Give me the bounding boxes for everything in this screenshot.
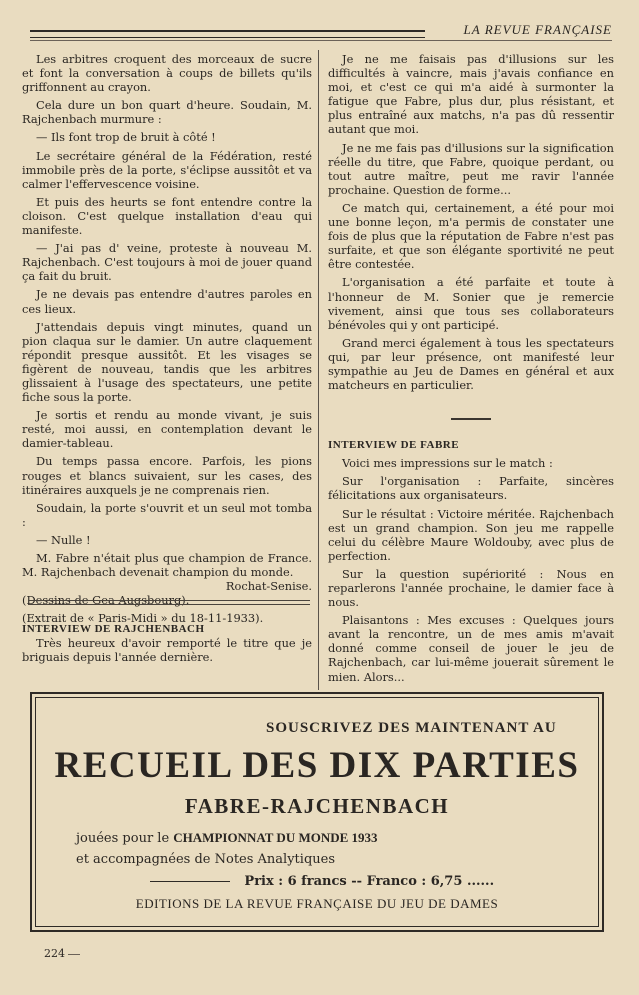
header-rule bbox=[30, 30, 425, 38]
ad-championship: CHAMPIONNAT DU MONDE 1933 bbox=[173, 830, 378, 845]
section-rule bbox=[28, 600, 310, 605]
section-heading: INTERVIEW DE FABRE bbox=[328, 439, 460, 452]
paragraph: Soudain, la porte s'ouvrit et un seul mot tomba : bbox=[22, 500, 312, 529]
ad-description bbox=[76, 830, 378, 846]
paragraph: Grand merci également à tous les spectateurs qui, par leur présence, ont manifesté leur sympathie au Jeu de Dames en général et aux matcheurs en particulier. bbox=[328, 335, 614, 393]
ad-notes-line: et accompagnées de Notes Analytiques bbox=[76, 852, 335, 867]
paragraph: Je ne me faisais pas d'illusions sur les difficultés à vaincre, mais j'avais confiance en moi, et c'est ce qui m'a aidé à surmonter la fatigue que Fabre, plus dur, plus résistant, et plus entraîné aux matchs, n'a pas dû ressentir autant que moi. bbox=[328, 52, 614, 137]
paragraph: Du temps passa encore. Parfois, les pions rouges et blancs suivaient, sur les cases, des itinéraires auxquels je ne comprenais rien. bbox=[22, 454, 312, 497]
paragraph: — Ils font trop de bruit à côté ! bbox=[36, 130, 216, 145]
section-heading: INTERVIEW DE RAJCHENBACH bbox=[22, 623, 205, 635]
paragraph: Le secrétaire général de la Fédération, resté immobile près de la porte, s'éclipse aussitôt et va calmer l'effervescence voisine. bbox=[22, 148, 312, 191]
left-column bbox=[22, 52, 312, 629]
paragraph: J'attendais depuis vingt minutes, quand un pion claqua sur le damier. Un autre claquement répondit presque aussitôt. Et les visages se figèrent de nouveau, tandis que les arbitres glissaient à l'usage des spectateurs, une petite fiche sous la porte. bbox=[22, 319, 312, 405]
ad-price: Prix : 6 francs bbox=[244, 874, 347, 889]
ad-publisher: EDITIONS DE LA REVUE FRANÇAISE DU JEU DE DAMES bbox=[135, 896, 499, 911]
extract-credit: (Extrait de « Paris-Midi » du 18-11-1933). bbox=[22, 611, 264, 626]
paragraph: Je ne me fais pas d'illusions sur la signification réelle du titre, que Fabre, quoique perdant, ou tout autre maître, peut me ravir l'année prochaine. Question de forme... bbox=[328, 140, 614, 197]
ad-subscribe-line: SOUSCRIVEZ DES MAINTENANT AU bbox=[266, 720, 557, 736]
paragraph: Sur le résultat : Victoire méritée. Rajchenbach est un grand champion. Son jeu me rappelle celui du célèbre Maure Woldouby, avec plus de perfection. bbox=[328, 506, 614, 563]
paragraph: Voici mes impressions sur le match : bbox=[342, 456, 553, 471]
right-column bbox=[328, 52, 614, 688]
paragraph: Cela dure un bon quart d'heure. Soudain, M. Rajchenbach murmure : bbox=[22, 98, 312, 127]
paragraph: M. Fabre n'était plus que champion de France. M. Rajchenbach devenait champion du monde. bbox=[22, 551, 312, 580]
ad-price-line bbox=[36, 874, 598, 889]
interview-rajchenbach bbox=[22, 622, 312, 664]
paragraph: L'organisation a été parfaite et toute à l'honneur de M. Sonier que je remercie vivement, ainsi que tous ses collaborateurs bénévoles qui y ont participé. bbox=[328, 275, 614, 332]
paragraph: Sur la question supériorité : Nous en reparlerons l'année prochaine, le damier face à nous. bbox=[328, 566, 614, 610]
ad-franco: Franco : 6,75 bbox=[366, 874, 463, 889]
paragraph: Très heureux d'avoir remporté le titre que je briguais depuis l'année dernière. bbox=[22, 636, 312, 665]
ad-dash-rule bbox=[150, 881, 230, 882]
column-divider bbox=[318, 50, 319, 690]
advertisement-box bbox=[30, 692, 604, 932]
paragraph: Et puis des heurts se font entendre contre la cloison. C'est quelque installation d'eau qui manifeste. bbox=[22, 194, 312, 238]
journal-title: LA REVUE FRANÇAISE bbox=[463, 22, 612, 37]
header-underline bbox=[30, 40, 612, 41]
paragraph: Sur l'organisation : Parfaite, sincères félicitations aux organisateurs. bbox=[328, 474, 614, 503]
paragraph: — J'ai pas d' veine, proteste à nouveau M. Rajchenbach. C'est toujours à moi de jouer quand ça fait du bruit. bbox=[22, 241, 312, 284]
paragraph: Je sortis et rendu au monde vivant, je suis resté, moi aussi, en contemplation devant le damier-tableau. bbox=[22, 408, 312, 451]
ad-description-prefix: jouées pour le bbox=[76, 831, 170, 846]
ad-separator: -- bbox=[351, 874, 363, 889]
section-rule bbox=[451, 418, 491, 420]
author-signature: Rochat-Senise. bbox=[225, 579, 312, 594]
paragraph: Plaisantons : Mes excuses : Quelques jours avant la rencontre, un de mes amis m'avait donné comme conseil de jouer le jeu de Rajchenbach, car lui-même jouerait sûrement le mien. Alors... bbox=[328, 613, 614, 684]
advertisement-inner bbox=[35, 697, 599, 927]
drawings-credit: (Dessins de Gea Augsbourg). bbox=[22, 593, 190, 608]
page-number: 224 bbox=[44, 947, 65, 960]
page-number-rule bbox=[68, 954, 80, 955]
paragraph: Ce match qui, certainement, a été pour moi une bonne leçon, m'a permis de constater une fois de plus que la réputation de Fabre n'est pas surfaite, et que son élégante sportivité ne peut être contestée. bbox=[328, 200, 614, 272]
ad-title: RECUEIL DES DIX PARTIES bbox=[54, 745, 580, 786]
ad-dots: ...... bbox=[466, 874, 495, 889]
paragraph: Je ne devais pas entendre d'autres paroles en ces lieux. bbox=[22, 287, 312, 316]
paragraph: Les arbitres croquent des morceaux de sucre et font la conversation à coups de billets qu'ils griffonnent au crayon. bbox=[22, 52, 312, 95]
ad-subtitle: FABRE-RAJCHENBACH bbox=[184, 794, 450, 818]
paragraph: — Nulle ! bbox=[36, 532, 91, 547]
